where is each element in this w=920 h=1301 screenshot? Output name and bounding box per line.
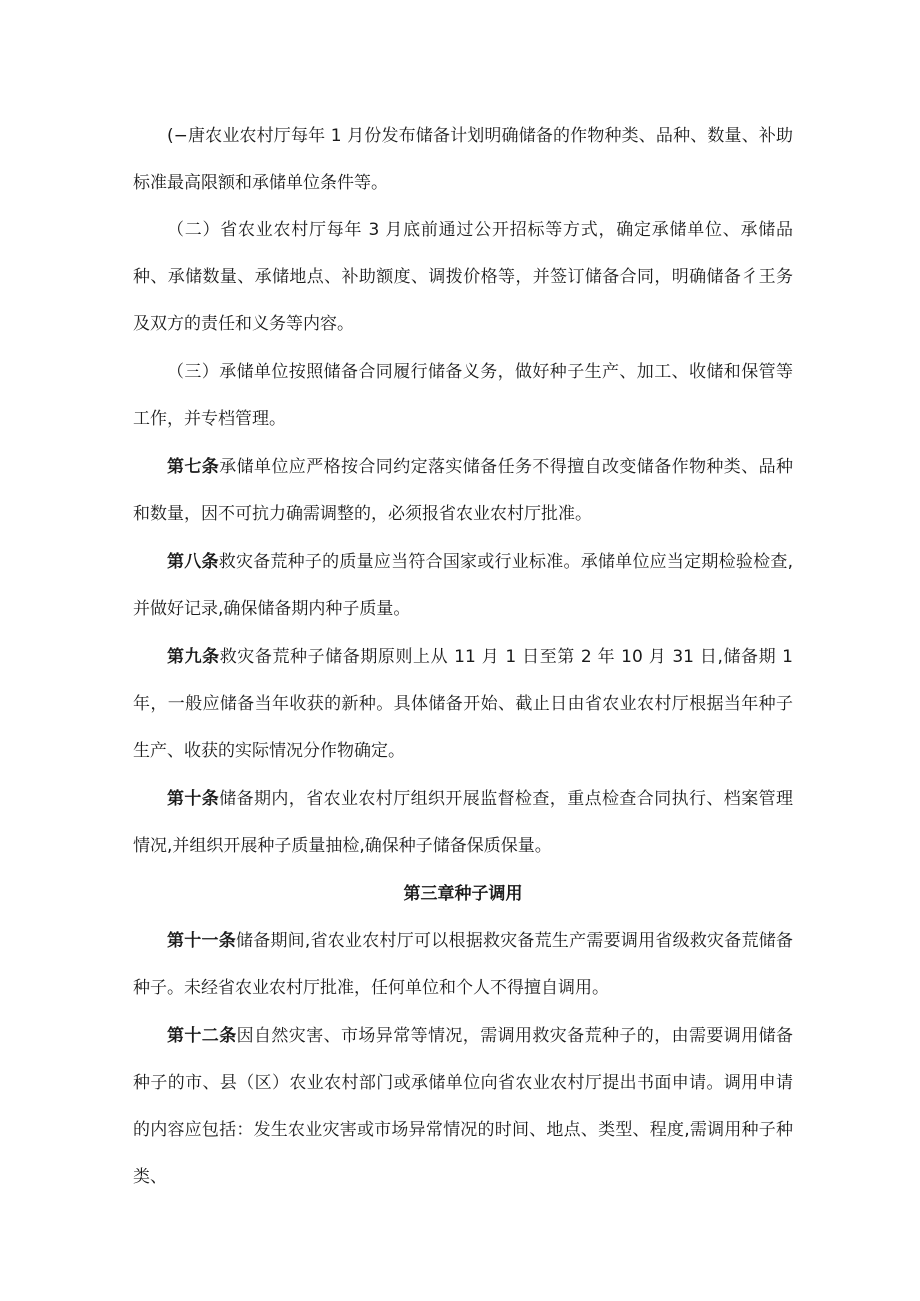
article-11: [133, 918, 793, 1012]
article-text: 储备期内，省农业农村厅组织开展监督检查，重点检查合同执行、档案管理情况,并组织开展种子质量抽检,确保种子储备保质保量。: [133, 789, 794, 856]
chapter-heading: 第三章种子调用: [403, 884, 523, 904]
article-text: 救灾备荒种子的质量应当符合国家或行业标准。承储单位应当定期检验检查,并做好记录,确保储备期内种子质量。: [133, 552, 793, 619]
article-8: [133, 539, 793, 633]
article-number: 第七条: [167, 457, 220, 477]
paragraph-item-3: [133, 349, 793, 443]
article-text: 因自然灾害、市场异常等情况，需调用救灾备荒种子的，由需要调用储备种子的市、县（区）农业农村部门或承储单位向省农业农村厅提出书面申请。调用申请的内容应包括：发生农业灾害或市场异常情况的时间、地点、类型、程度,需调用种子种类、: [133, 1026, 794, 1187]
article-9: [133, 634, 793, 775]
article-number: 第十二条: [167, 1026, 237, 1046]
article-text: 储备期间,省农业农村厅可以根据救灾备荒生产需要调用省级救灾备荒储备种子。未经省农业农村厅批准，任何单位和个人不得擅自调用。: [133, 931, 794, 998]
article-10: [133, 776, 793, 870]
paragraph-text: （三）承储单位按照储备合同履行储备义务，做好种子生产、加工、收储和保管等工作，并专档管理。: [133, 362, 793, 429]
article-number: 第十一条: [167, 931, 236, 951]
article-12: [133, 1013, 793, 1201]
article-7: [133, 444, 793, 538]
paragraph-text: （二）省农业农村厅每年 3 月底前通过公开招标等方式，确定承储单位、承储品种、承储数量、承储地点、补助额度、调拨价格等，并签订储备合同，明确储备彳王务及双方的责任和义务等内容。: [133, 220, 793, 334]
paragraph-item-1: [133, 113, 793, 207]
article-text: 救灾备荒种子储备期原则上从 11 月 1 日至第 2 年 10 月 31 日,储备期 1 年，一般应储备当年收获的新种。具体储备开始、截止日由省农业农村厅根据当年种子生产、收获的实际情况分作物确定。: [133, 647, 793, 761]
article-text: 承储单位应严格按合同约定落实储备任务不得擅自改变储备作物种类、品种和数量，因不可抗力确需调整的，必须报省农业农村厅批准。: [133, 457, 794, 524]
article-number: 第九条: [167, 647, 220, 667]
article-number: 第十条: [167, 789, 220, 809]
paragraph-item-2: [133, 207, 793, 348]
article-number: 第八条: [167, 552, 219, 572]
paragraph-text: (−唐农业农村厅每年 1 月份发布储备计划明确储备的作物种类、品种、数量、补助标准最高限额和承储单位条件等。: [133, 126, 793, 193]
